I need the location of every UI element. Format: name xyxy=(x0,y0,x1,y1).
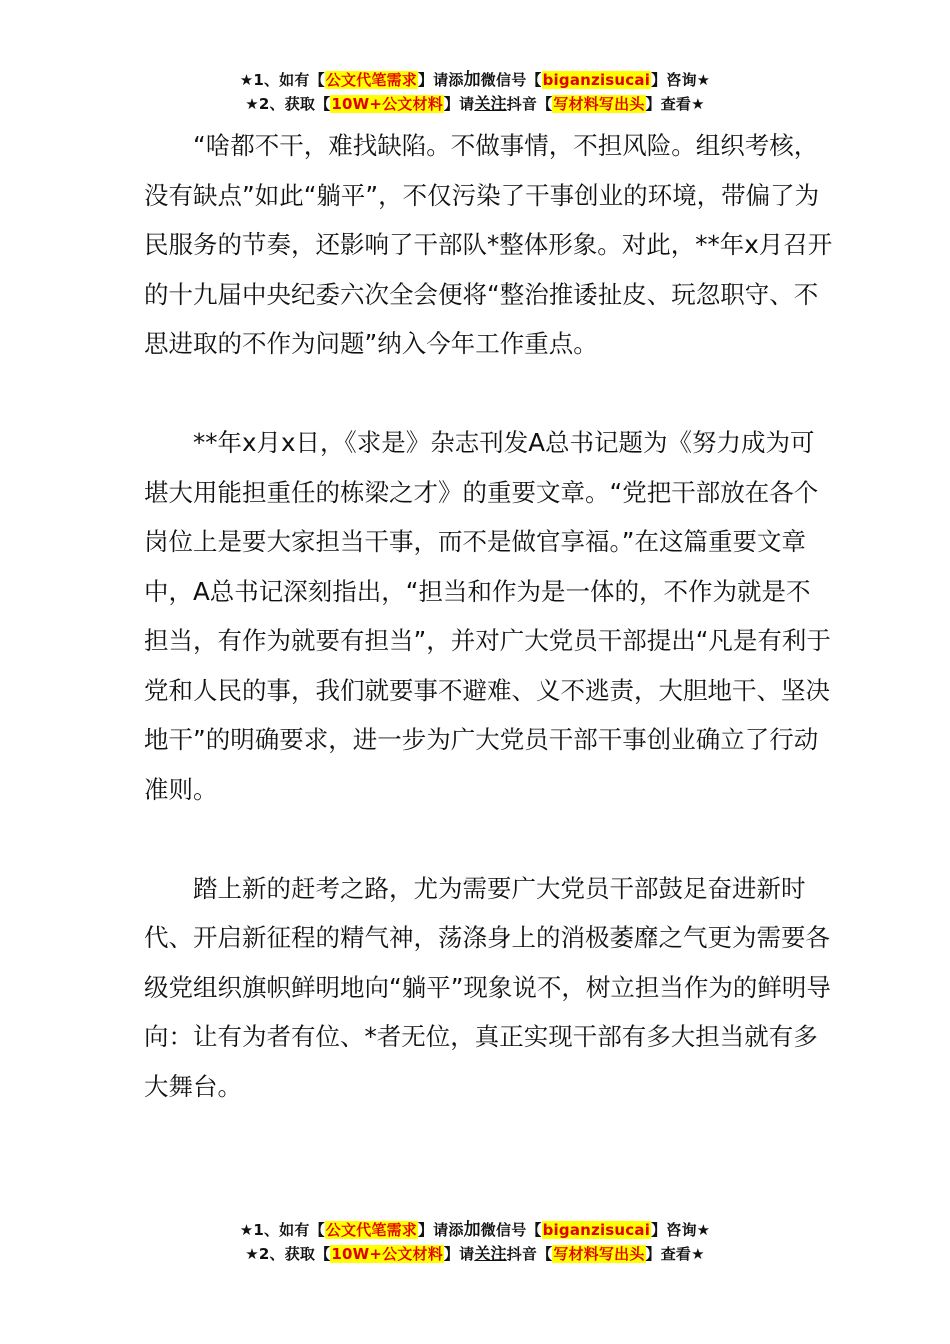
banner-text: 】请 xyxy=(443,95,475,113)
footer-banner-line-1 xyxy=(0,1218,950,1242)
banner-emphasis: 关注 xyxy=(474,94,507,113)
douyin-account: 写材料写出头 xyxy=(553,1245,645,1263)
header-banner-line-2 xyxy=(0,92,950,116)
banner-text: 】查看★ xyxy=(645,1245,705,1263)
wechat-id: biganzisucai xyxy=(542,1221,651,1239)
banner-emphasis: 关注 xyxy=(474,1244,507,1263)
paragraph-spacer xyxy=(144,814,834,864)
banner-text: 抖音【 xyxy=(506,95,553,113)
paragraph: **年x月x日，《求是》杂志刊发A总书记题为《努力成为可堪大用能担重任的栋梁之才》的重要文章。“党把干部放在各个岗位上是要大家担当干事，而不是做官享福。”在这篇重要文章中，A总书记深刻指出，“担当和作为是一体的，不作为就是不担当，有作为就要有担当”，并对广大党员干部提出“凡是有利于党和人民的事，我们就要事不避难、义不逃责，大胆地干、坚决地干”的明确要求，进一步为广大党员干部干事创业确立了行动准则。 xyxy=(144,428,831,804)
banner-text: ★2、获取【 xyxy=(245,95,331,113)
highlight-materials-label: 10W+公文材料 xyxy=(331,1245,443,1263)
footer-banner xyxy=(0,1218,950,1266)
banner-text: ★2、获取【 xyxy=(245,1245,331,1263)
footer-banner-line-2 xyxy=(0,1242,950,1266)
banner-text: 】请添 xyxy=(417,71,464,89)
banner-text: 】查看★ xyxy=(645,95,705,113)
highlight-materials-label: 10W+公文材料 xyxy=(331,95,443,113)
header-banner xyxy=(0,68,950,116)
highlight-service-label: 公文代笔需求 xyxy=(325,71,417,89)
banner-emphasis: 加 xyxy=(463,1220,481,1240)
wechat-id: biganzisucai xyxy=(542,71,651,89)
banner-text: ★1、如有【 xyxy=(239,1221,325,1239)
header-banner-line-1 xyxy=(0,68,950,92)
banner-emphasis: 加 xyxy=(463,70,481,90)
douyin-account: 写材料写出头 xyxy=(553,95,645,113)
banner-text: 】咨询★ xyxy=(651,1221,711,1239)
banner-text: 】咨询★ xyxy=(651,71,711,89)
paragraph: “啥都不干，难找缺陷。不做事情，不担风险。组织考核，没有缺点”如此“躺平”，不仅污染了干事创业的环境，带偏了为民服务的节奏，还影响了干部队*整体形象。对此，**年x月召开的十九届中央纪委六次全会便将“整治推诿扯皮、玩忽职守、不思进取的不作为问题”纳入今年工作重点。 xyxy=(144,131,833,358)
paragraph-spacer xyxy=(144,369,834,419)
banner-text: 微信号【 xyxy=(480,1221,542,1239)
banner-text: 微信号【 xyxy=(480,71,542,89)
banner-text: 】请 xyxy=(443,1245,475,1263)
banner-text: 抖音【 xyxy=(506,1245,553,1263)
banner-text: 】请添 xyxy=(417,1221,464,1239)
paragraph: 踏上新的赶考之路，尤为需要广大党员干部鼓足奋进新时代、开启新征程的精气神，荡涤身上的消极萎靡之气更为需要各级党组织旗帜鲜明地向“躺平”现象说不，树立担当作为的鲜明导向：让有为者有位、*者无位，真正实现干部有多大担当就有多大舞台。 xyxy=(144,873,831,1101)
article-body xyxy=(144,121,834,1111)
banner-text: ★1、如有【 xyxy=(239,71,325,89)
highlight-service-label: 公文代笔需求 xyxy=(325,1221,417,1239)
